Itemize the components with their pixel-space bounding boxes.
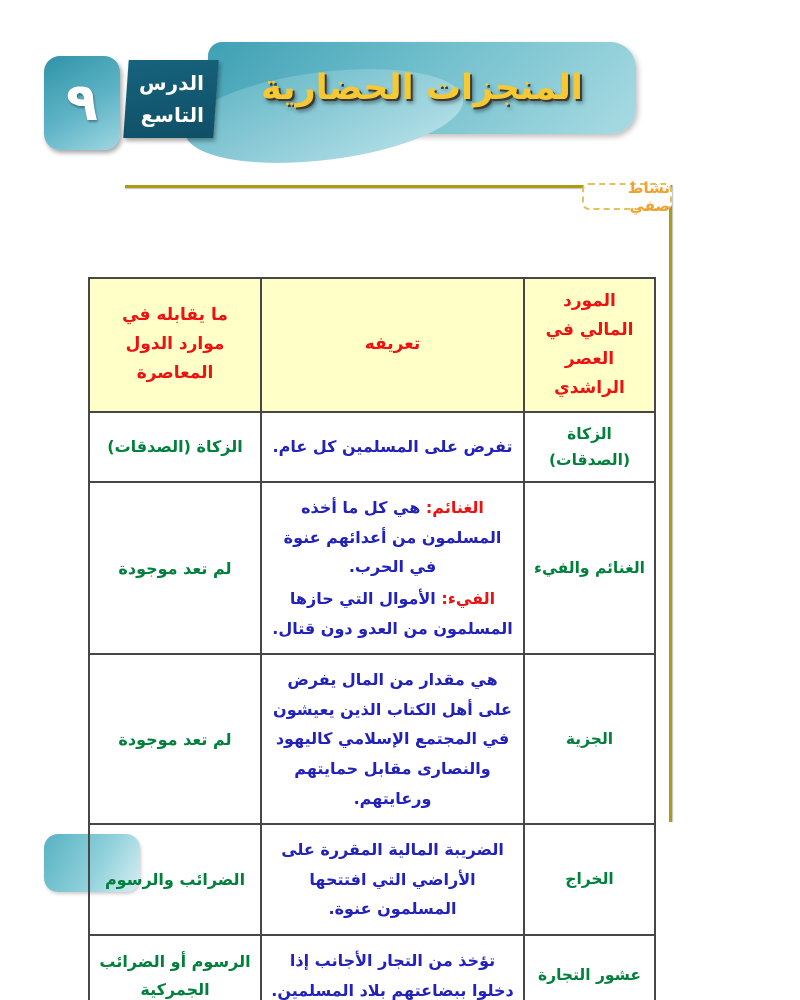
definition-part xyxy=(271,584,514,643)
table-row xyxy=(89,412,655,483)
resources-table xyxy=(88,277,656,1000)
page-title: المنجزات الحضارية xyxy=(261,68,583,108)
resource-cell: الخراج xyxy=(524,824,655,935)
definition-part xyxy=(271,493,514,582)
table-row xyxy=(89,935,655,1000)
definition-cell xyxy=(261,824,524,935)
table-row xyxy=(89,824,655,935)
definition-cell xyxy=(261,654,524,824)
resource-cell: الغنائم والفيء xyxy=(524,482,655,654)
definition-term-label: الفيء: xyxy=(435,589,496,609)
definition-term-label: الغنائم: xyxy=(420,498,484,518)
resource-cell: الزكاة (الصدقات) xyxy=(524,412,655,483)
definition-part xyxy=(271,665,514,813)
lesson-number: ٩ xyxy=(66,73,98,133)
resource-cell: الجزية xyxy=(524,654,655,824)
table-header-row xyxy=(89,278,655,412)
definition-part xyxy=(271,835,514,924)
header-modern-equivalent: ما يقابله في موارد الدول المعاصرة xyxy=(89,278,261,412)
definition-text: الضريبة المالية المقررة على الأراضي التي افتتحها المسلمون عنوة. xyxy=(281,840,504,919)
modern-equivalent-cell: الضرائب والرسوم xyxy=(89,824,261,935)
definition-text: تؤخذ من التجار الأجانب إذا دخلوا ببضاعتهم بلاد المسلمين. xyxy=(271,950,514,1000)
definition-text: هي كل ما أخذه المسلمون من أعدائهم عنوة في الحرب. xyxy=(283,498,502,577)
lesson-label-box xyxy=(123,60,218,138)
header-resource: المورد المالي في العصر الراشدي xyxy=(524,278,655,412)
lesson-number-box xyxy=(44,56,120,150)
table-container xyxy=(90,277,656,1000)
resource-cell: عشور التجارة xyxy=(524,935,655,1000)
classroom-activity-badge xyxy=(582,178,672,215)
definition-cell xyxy=(261,412,524,483)
definition-cell xyxy=(261,482,524,654)
definition-text: تفرض على المسلمين كل عام. xyxy=(272,437,513,457)
modern-equivalent-cell: الزكاة (الصدقات) xyxy=(89,412,261,483)
definition-cell xyxy=(261,935,524,1000)
modern-equivalent-cell: الرسوم أو الضرائب الجمركية xyxy=(89,935,261,1000)
title-banner xyxy=(208,42,636,134)
modern-equivalent-cell: لم تعد موجودة xyxy=(89,482,261,654)
gold-vertical-rule xyxy=(669,185,672,822)
modern-equivalent-cell: لم تعد موجودة xyxy=(89,654,261,824)
table-row xyxy=(89,482,655,654)
table-body xyxy=(89,412,655,1000)
lesson-label: الدرس التاسع xyxy=(138,71,204,127)
definition-part xyxy=(271,946,514,1000)
table-row xyxy=(89,654,655,824)
definition-part xyxy=(271,432,514,462)
definition-text: الأموال التي حازها المسلمون من العدو دون قتال. xyxy=(272,589,513,638)
classroom-activity-label: نشاط صفي xyxy=(627,178,670,215)
definition-text: هي مقدار من المال يفرض على أهل الكتاب الذين يعيشون في المجتمع الإسلامي كاليهود والنصارى مقابل حمايتهم ورعايتهم. xyxy=(273,670,512,808)
header-definition: تعريفه xyxy=(261,278,524,412)
